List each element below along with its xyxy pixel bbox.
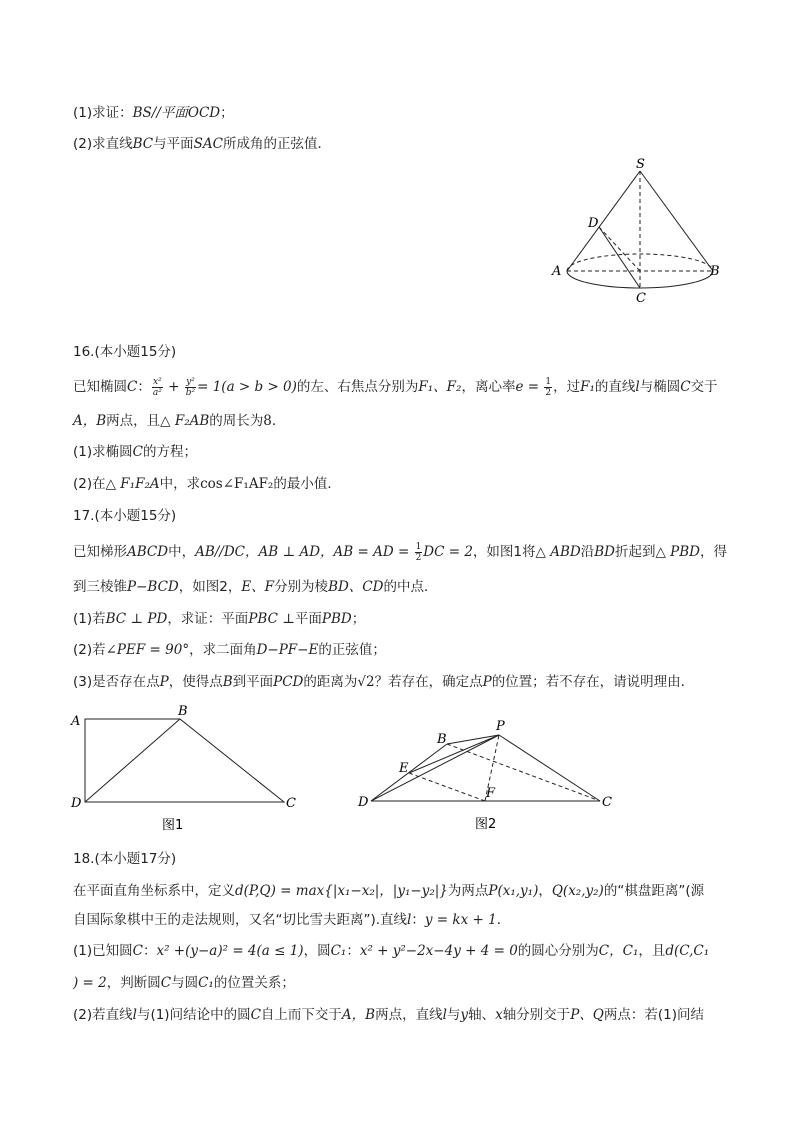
math: √2 — [357, 674, 375, 690]
math: C — [680, 379, 691, 395]
math: △ ABD — [535, 544, 581, 560]
label-c: C — [286, 796, 296, 811]
diagonal-bd — [85, 719, 180, 802]
denominator: b² — [185, 387, 196, 398]
text: ； — [351, 611, 366, 627]
text: 的正弦值； — [318, 642, 386, 658]
q18-line2 — [73, 911, 510, 929]
math: l — [132, 1007, 137, 1023]
math: P、Q — [570, 1007, 604, 1023]
text: 的方程； — [142, 444, 197, 460]
math: Q(x₂,y₂) — [551, 883, 604, 899]
caption-figure2: 图2 — [475, 817, 497, 832]
text: (2)若 — [73, 642, 106, 658]
math: l — [407, 912, 412, 928]
label-c: C — [602, 795, 612, 810]
q18-line4 — [73, 974, 295, 992]
trapezoid-abcd — [85, 719, 284, 802]
text: 的位置关系； — [213, 975, 295, 991]
q17-line1 — [73, 541, 727, 563]
text: ． — [496, 912, 511, 928]
text: 为两点 — [447, 883, 489, 899]
label-b: B — [178, 704, 188, 719]
text: 的圆心分别为 — [517, 943, 599, 959]
text: ，得 — [699, 544, 727, 560]
text: 自上而下交于 — [260, 1007, 342, 1023]
text: 轴分别交于 — [502, 1007, 571, 1023]
label-a: A — [552, 264, 562, 279]
math: x² +(y−a)² = 4(a ≤ 1) — [156, 943, 304, 959]
caption-figure1: 图1 — [162, 818, 184, 833]
denominator: a² — [152, 387, 162, 398]
math: ∠PEF = 90° — [105, 642, 190, 658]
text: 平面 — [294, 611, 322, 627]
math: BD — [594, 544, 615, 560]
q18-line1 — [73, 882, 704, 900]
text: ，过 — [553, 379, 581, 395]
text: 中，求 — [159, 476, 201, 492]
text: 与椭圆 — [639, 379, 681, 395]
math: PBC ⊥ — [248, 611, 295, 627]
math: A，B — [73, 413, 107, 429]
q15-part1 — [73, 104, 234, 122]
text: 分别为棱 — [274, 579, 329, 595]
edge-sa — [567, 171, 640, 271]
label-b: B — [710, 264, 720, 279]
text: 的位置；若不存在，请说明理由． — [491, 674, 695, 690]
edge-ep — [409, 735, 499, 773]
text: ，如图1将 — [472, 544, 536, 560]
math: C — [127, 379, 138, 395]
math: P — [482, 674, 492, 690]
math: cos∠F₁AF₂ — [200, 476, 274, 492]
figure2-pyramid — [355, 712, 625, 837]
edge-do — [599, 227, 640, 271]
q18-header: 18.(本小题17分) — [73, 851, 177, 867]
label-p: P — [496, 719, 505, 734]
text: 折起到 — [614, 544, 656, 560]
math: △ F₁F₂A — [105, 476, 160, 492]
math: B — [222, 674, 233, 690]
math: d(C,C₁ — [665, 943, 710, 959]
text: ． — [271, 413, 286, 429]
text: 两点，且 — [106, 413, 161, 429]
text: 所成角的正弦值． — [222, 136, 331, 152]
math: l — [635, 379, 640, 395]
text: ： — [142, 943, 157, 959]
numerator: 1 — [415, 541, 422, 552]
cone-figure — [550, 155, 725, 310]
math: DC = 2 — [423, 544, 473, 560]
math: x² + y²−2x−4y + 4 = 0 — [359, 943, 518, 959]
text: 的直线 — [594, 379, 636, 395]
text: (2)求直线 — [73, 136, 133, 152]
text: 的中点． — [383, 579, 438, 595]
math: △ F₂AB — [160, 413, 210, 429]
text: 到平面 — [232, 674, 274, 690]
text: ，判断圆 — [106, 975, 161, 991]
text: 沿 — [580, 544, 595, 560]
text: ，离心率 — [461, 379, 516, 395]
math: = 1(a > b > 0) — [197, 379, 297, 395]
q16-header: 16.(本小题15分) — [73, 344, 177, 360]
math: C — [160, 975, 172, 991]
q17-part2 — [73, 641, 386, 659]
edge-dp — [371, 735, 499, 801]
q16-line2 — [73, 412, 285, 430]
text: ： — [346, 943, 360, 959]
text: ？若存在，确定点 — [374, 674, 483, 690]
text: 已知椭圆 — [73, 379, 127, 395]
text: (3)是否存在点 — [73, 674, 160, 690]
text: (2)若直线 — [73, 1007, 133, 1023]
math: P−BCD — [127, 579, 179, 595]
math: SAC — [193, 136, 223, 152]
text: 两点，直线 — [375, 1007, 443, 1023]
math: 8 — [263, 413, 272, 429]
q16-line1: 已知椭圆C： $\frac{\text{x²}}{\text{a²}}$ + $\frac{\text{y²}}{\text{b²}}$ = 1(a > b > 0)的左、右焦点分别为F₁、F₂，离心率e = $\frac{1}{2}$ ，过F₁的直线l与椭圆C交于 — [73, 376, 718, 398]
text: 交于 — [690, 379, 718, 395]
math: BS//平面OCD — [132, 105, 221, 121]
q17-line2 — [73, 578, 437, 596]
text: ，求二面角 — [189, 642, 257, 658]
math: P(x₁,y₁) — [488, 883, 539, 899]
edge-ef — [409, 773, 485, 801]
math: C₁ — [330, 943, 347, 959]
text: ： — [411, 912, 425, 928]
text: 与平面 — [153, 136, 194, 152]
numerator: 1 — [545, 376, 552, 387]
math: e = — [515, 379, 540, 395]
math: F₁ — [580, 379, 595, 395]
math: C — [250, 1007, 261, 1023]
text: 的左、右焦点分别为 — [296, 379, 419, 395]
text: 与 — [446, 1007, 461, 1023]
math: C — [132, 444, 143, 460]
math: PBD — [321, 611, 352, 627]
q17-header: 17.(本小题15分) — [73, 508, 177, 524]
math: C — [132, 943, 143, 959]
text: 与圆 — [171, 975, 199, 991]
math: D−PF−E — [256, 642, 319, 658]
text: 已知梯形 — [73, 544, 127, 560]
text: 自国际象棋中王的走法规则，又名“切比雪夫距离”).直线 — [73, 912, 408, 928]
fraction — [185, 377, 196, 398]
fraction — [415, 542, 423, 563]
text: 的最小值． — [273, 476, 341, 492]
text: 到三棱锥 — [73, 579, 127, 595]
label-b: B — [437, 732, 447, 747]
q15-part2 — [73, 135, 331, 153]
q16-part1 — [73, 443, 197, 461]
math: AB//DC，AB ⊥ AD，AB = AD = — [195, 544, 410, 560]
math: d(P,Q) = max{|x₁−x₂|，|y₁−y₂|} — [235, 883, 448, 899]
label-s: S — [636, 157, 645, 172]
text: (2)在 — [73, 476, 106, 492]
text: 的“棋盘距离”(源 — [603, 883, 705, 899]
text: 轴、 — [468, 1007, 496, 1023]
math: ) = 2 — [73, 975, 107, 991]
text: 的距离为 — [303, 674, 358, 690]
text: (1)求椭圆 — [73, 444, 133, 460]
text: 两点：若(1)问结 — [603, 1007, 704, 1023]
text: 的周长为 — [209, 413, 264, 429]
math: C，C₁ — [598, 943, 639, 959]
math: ABCD — [127, 544, 169, 560]
edge-pc — [499, 735, 600, 801]
label-a: A — [71, 714, 81, 729]
q17-part1 — [73, 610, 365, 628]
q18-line3 — [73, 942, 709, 960]
label-d: D — [71, 796, 82, 811]
text: ，如图2， — [178, 579, 242, 595]
math: A，B — [341, 1007, 376, 1023]
label-d: D — [588, 216, 599, 231]
math: PCD — [273, 674, 304, 690]
text: 与(1)问结论中的圆 — [136, 1007, 251, 1023]
text: ： — [137, 379, 151, 395]
math: F₁、F₂ — [418, 379, 462, 395]
math: y = kx + 1 — [424, 912, 497, 928]
text: (1)若 — [73, 611, 106, 627]
math: BC — [132, 136, 154, 152]
math: △ PBD — [655, 544, 700, 560]
text: (1)求证： — [73, 105, 133, 121]
numerator: x² — [152, 376, 162, 387]
text: ，使得点 — [168, 674, 223, 690]
math: P — [159, 674, 169, 690]
text: ，圆 — [303, 943, 331, 959]
text: 中， — [168, 544, 196, 560]
text: (1)已知圆 — [73, 943, 133, 959]
math: C₁ — [198, 975, 214, 991]
text: ，求证：平面 — [167, 611, 249, 627]
figure1-trapezoid — [66, 700, 316, 835]
math: BC ⊥ PD — [105, 611, 168, 627]
edge-bc — [447, 744, 600, 801]
denominator: 2 — [415, 552, 422, 563]
label-f: F — [486, 786, 496, 801]
edge-dc — [599, 227, 640, 288]
math: BD、CD — [328, 579, 384, 595]
fraction — [152, 377, 163, 398]
label-e: E — [399, 761, 409, 776]
q18-line5 — [73, 1006, 704, 1024]
label-d: D — [358, 795, 369, 810]
q16-part2 — [73, 475, 341, 493]
text: ，且 — [638, 943, 666, 959]
math: x — [495, 1007, 503, 1023]
numerator: y² — [186, 376, 195, 387]
math: y — [460, 1007, 469, 1023]
text: ； — [220, 105, 234, 121]
q17-part3 — [73, 673, 694, 691]
math: E、F — [241, 579, 275, 595]
math: l — [442, 1007, 447, 1023]
text: ， — [538, 883, 552, 899]
label-c: C — [636, 291, 646, 306]
text: 在平面直角坐标系中，定义 — [73, 883, 235, 899]
denominator: 2 — [545, 387, 552, 398]
fraction — [544, 377, 552, 398]
